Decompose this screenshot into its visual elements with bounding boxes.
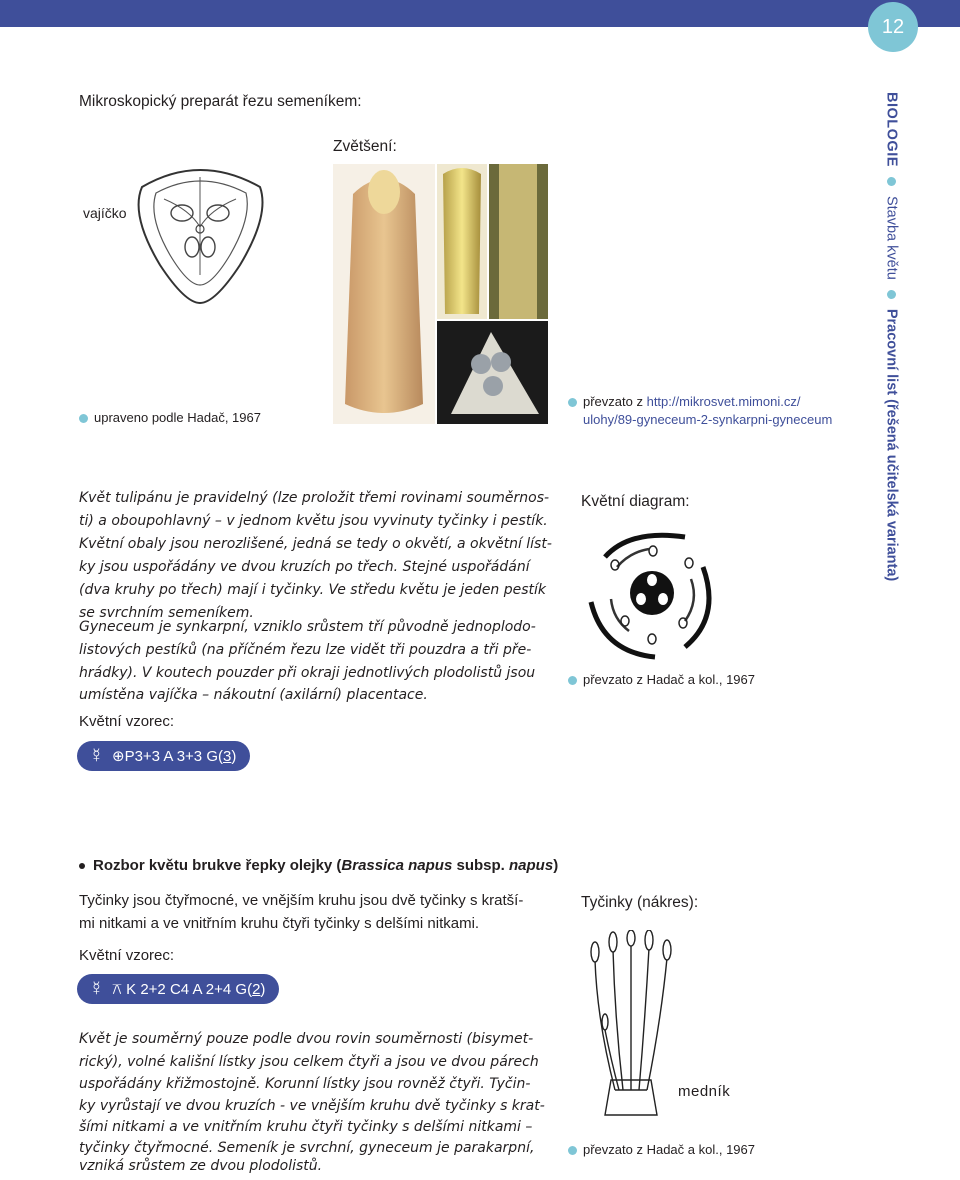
formula-text: ⊕P3+3 A 3+3 G( (112, 748, 223, 765)
paragraph-line: šími nitkami a ve vnitřním kruhu čtyři tyčinky s delšími nitkami – (79, 1119, 533, 1135)
section2-intro-line: Tyčinky jsou čtyřmocné, ve vnějším kruhu jsou dvě tyčinky s kratší- (79, 892, 524, 909)
heading-end: ) (553, 857, 559, 874)
paragraph-line: rický), volné kališní lístky jsou celkem čtyři a jsou ve dvou párech (79, 1054, 539, 1070)
sidebar-dot (887, 290, 896, 299)
section1-heading: Mikroskopický preparát řezu semeníkem: (79, 93, 362, 110)
flower-formula-rapeseed (77, 974, 279, 1004)
caption-dot (568, 398, 577, 407)
formula-end: ) (231, 748, 237, 765)
sidebar-running-title (884, 92, 899, 581)
ovary-microscope-photos (333, 164, 548, 424)
stamens-drawing (585, 930, 680, 1122)
floral-diagram (585, 527, 720, 662)
paragraph-line: uspořádány křižmostojně. Korunní lístky jsou rovněž čtyři. Tyčin- (79, 1076, 531, 1092)
magnification-label: Zvětšení: (333, 138, 397, 155)
paragraph-line: Gyneceum je synkarpní, vzniklo srůstem tří původně jednoplodo- (79, 619, 536, 635)
paragraph-line: tyčinky čtyřmocné. Semeník je svrchní, gyneceum je parakarpní, (79, 1140, 535, 1156)
paragraph-line: ky vyrůstají ve dvou kruzích - ve vnějším kruhu dvě tyčinky s krat- (79, 1098, 545, 1114)
top-bar (0, 0, 960, 27)
heading-latin2: napus (509, 857, 554, 874)
heading-text: Rozbor květu brukve řepky olejky ( (93, 857, 342, 874)
paragraph-line: Květ tulipánu je pravidelný (lze proložit třemi rovinami souměrnos- (79, 490, 550, 506)
formula-text: ⚻ K 2+2 C4 A 2+4 G( (112, 980, 253, 998)
formula-number: 3 (222, 748, 232, 765)
paragraph-line: se svrchním semeníkem. (79, 605, 254, 621)
paragraph-line: Květní obaly jsou nerozlišené, jedná se tedy o okvětí, a okvětní líst- (79, 536, 552, 552)
sidebar-sheet: Pracovní list (řešená učitelská varianta) (883, 308, 900, 582)
formula-end: ) (260, 980, 266, 998)
stamens-label: Tyčinky (nákres): (581, 894, 699, 911)
diagram-caption-text: převzato z Hadač a kol., 1967 (583, 672, 755, 687)
drawing-caption-text: upraveno podle Hadač, 1967 (94, 410, 261, 425)
sidebar-dot (887, 177, 896, 186)
paragraph-line: ky jsou uspořádány ve dvou kruzích po třech. Stejné uspořádání (79, 559, 530, 575)
paragraph-line: ti) a oboupohlavný – v jednom květu jsou vyvinuty tyčinky i pestík. (79, 513, 548, 529)
paragraph-line: vzniká srůstem ze dvou plodolistů. (79, 1158, 323, 1174)
ovary-cross-section-drawing (120, 155, 280, 315)
section2-intro-line: mi nitkami a ve vnitřním kruhu čtyři tyčinky s delšími nitkami. (79, 915, 480, 932)
stamens-caption (568, 1141, 755, 1159)
formula-label: Květní vzorec: (79, 947, 175, 964)
stamens-caption-text: převzato z Hadač a kol., 1967 (583, 1142, 755, 1157)
caption-dot (568, 1146, 577, 1155)
page-number-badge: 12 (868, 2, 918, 52)
sidebar-subject: BIOLOGIE (883, 92, 900, 167)
paragraph-line: hrádky). V koutech pouzder při okraji jednotlivých plodolistů jsou (79, 665, 536, 681)
photo-caption-prefix: převzato z (583, 394, 647, 409)
paragraph-line: Květ je souměrný pouze podle dvou rovin souměrnosti (bisymet- (79, 1031, 534, 1047)
section2-heading (79, 857, 558, 874)
sidebar-topic: Stavba květu (883, 195, 900, 280)
heading-latin: Brassica napus (341, 857, 453, 874)
hermaphrodite-icon: ☿ (89, 977, 104, 1000)
paragraph-line: umístěna vajíčka – nákoutní (axilární) placentace. (79, 687, 428, 703)
bullet-dot (79, 863, 85, 869)
flower-formula-tulip (77, 741, 250, 771)
formula-label: Květní vzorec: (79, 713, 175, 730)
paragraph-line: (dva kruhy po třech) mají i tyčinky. Ve středu květu je jeden pestík (79, 582, 547, 598)
drawing-caption (79, 409, 261, 427)
photo-source-link[interactable]: http://mikrosvet.mimoni.cz/ (646, 394, 801, 409)
caption-dot (568, 676, 577, 685)
heading-sub: subsp. (452, 857, 509, 874)
photo-caption (568, 393, 832, 429)
photo-source-link-continued[interactable]: ulohy/89-gyneceum-2-synkarpni-gyneceum (583, 412, 833, 427)
nectary-label: medník (678, 1083, 731, 1100)
diagram-label: Květní diagram: (581, 493, 690, 510)
caption-dot (79, 414, 88, 423)
ovule-label: vajíčko (83, 205, 127, 221)
hermaphrodite-icon: ☿ (89, 744, 104, 767)
paragraph-line: listových pestíků (na příčném řezu lze vidět tři pouzdra a tři pře- (79, 642, 532, 658)
diagram-caption (568, 671, 755, 689)
formula-number: 2 (252, 980, 261, 998)
